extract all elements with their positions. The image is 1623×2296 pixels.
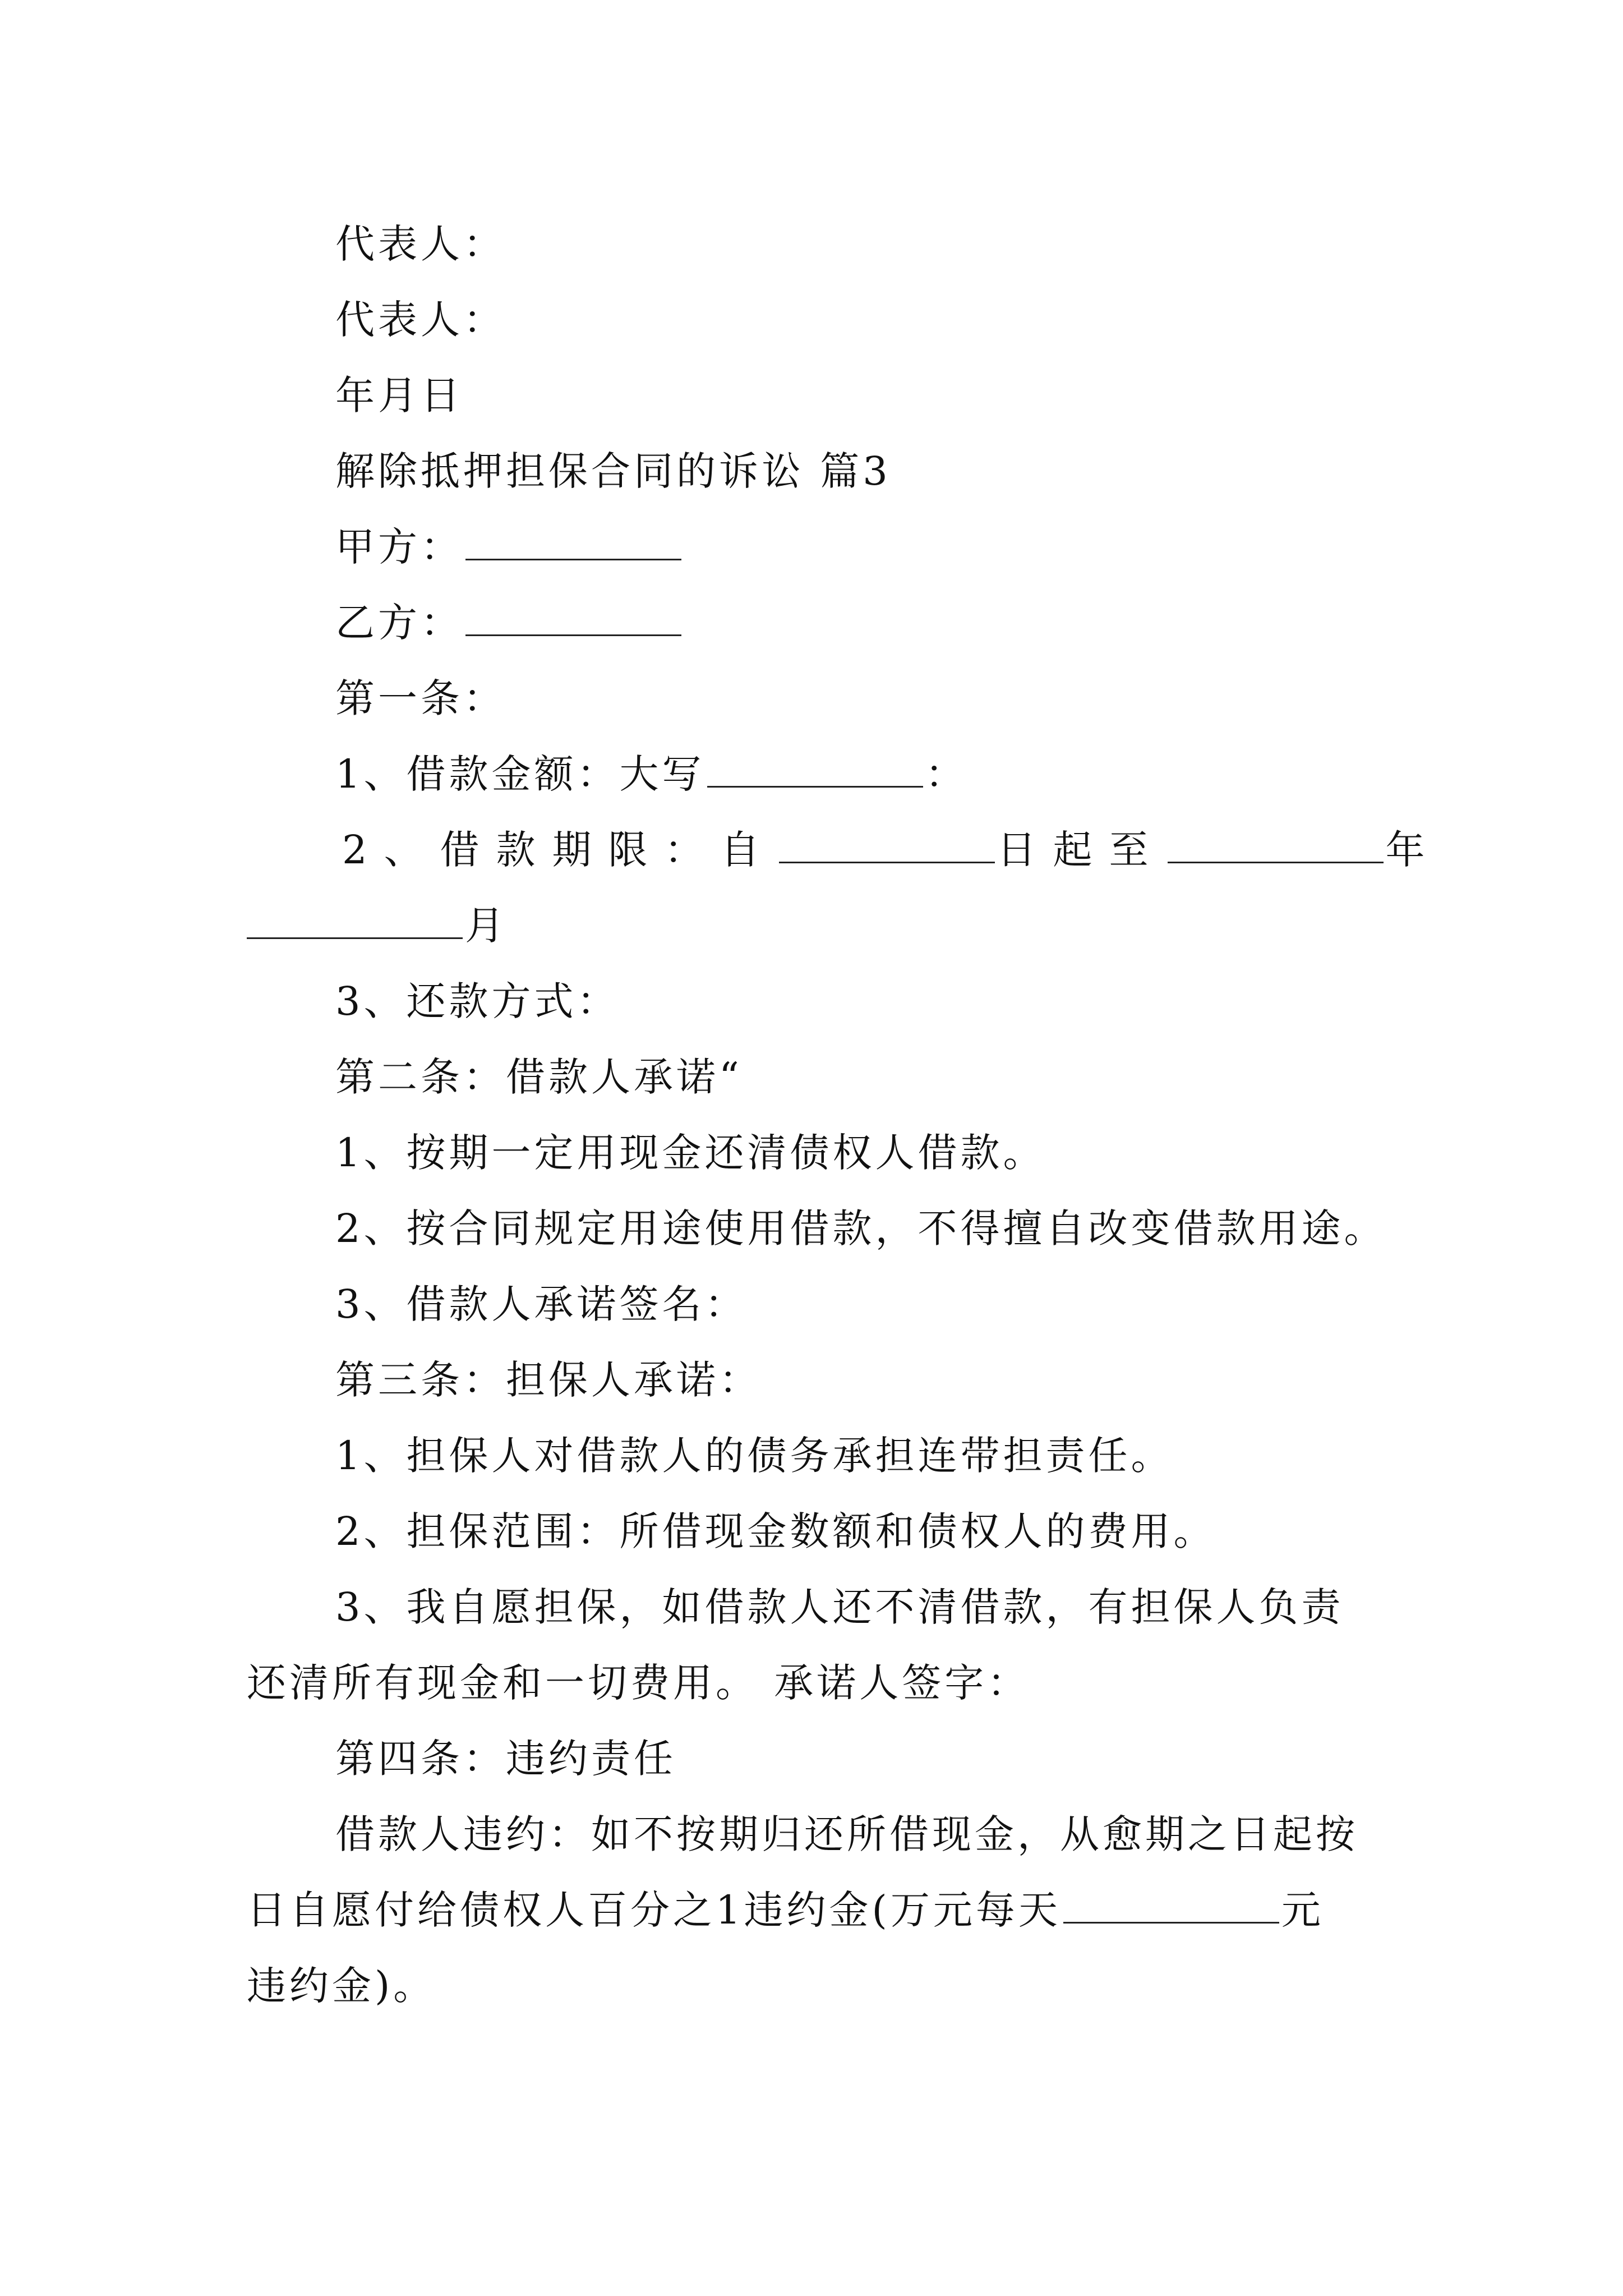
breach-penalty-unit: 元: [1281, 1887, 1324, 1933]
representative-line-2: 代表人：: [335, 297, 506, 343]
loan-amount-line: [335, 746, 968, 802]
party-a-label: 甲方：: [335, 524, 463, 570]
party-b-line: [335, 595, 684, 651]
loan-term-label: 2、借款期限：自: [342, 827, 777, 873]
date-line: 年月日: [335, 372, 463, 418]
loan-term-year: 年: [1385, 827, 1442, 873]
loan-amount-colon: ：: [925, 751, 968, 797]
party-a-line: [335, 519, 684, 575]
article-three-heading: 第三条：担保人承诺：: [335, 1357, 762, 1403]
breach-paragraph-line-3: 违约金)。: [247, 1963, 436, 2009]
commitment-item-1: 1、按期一定用现金还清债权人借款。: [335, 1130, 1046, 1176]
guarantor-item-1: 1、担保人对借款人的债务承担连带担责任。: [335, 1433, 1174, 1479]
guarantor-item-3-continuation: 还清所有现金和一切费用。 承诺人签字：: [247, 1660, 1030, 1706]
article-two-heading: 第二条：借款人承诺“: [335, 1054, 743, 1100]
breach-paragraph-line-2: [247, 1882, 1324, 1938]
article-one-heading: 第一条：: [335, 675, 506, 721]
guarantor-item-2: 2、担保范围：所借现金数额和债权人的费用。: [335, 1508, 1216, 1554]
loan-term-month-blank: [247, 898, 463, 939]
party-b-label: 乙方：: [335, 600, 463, 646]
breach-paragraph-line-1: 借款人违约：如不按期归还所借现金，从愈期之日起按: [335, 1811, 1358, 1857]
section-heading: 解除抵押担保合同的诉讼 篇3: [335, 448, 891, 494]
representative-line-1: 代表人：: [335, 221, 506, 267]
party-b-blank: [465, 595, 681, 636]
article-four-heading: 第四条：违约责任: [335, 1736, 676, 1782]
loan-term-continuation: [247, 898, 508, 954]
commitment-item-3: 3、借款人承诺签名：: [335, 1281, 748, 1327]
breach-penalty-text: 日自愿付给债权人百分之1违约金(万元每天: [247, 1887, 1061, 1933]
loan-amount-blank: [707, 747, 923, 788]
loan-term-month: 月: [465, 903, 508, 949]
loan-term-start-blank: [779, 822, 995, 863]
loan-amount-label: 1、借款金额：大写: [335, 751, 705, 797]
guarantor-item-3: 3、我自愿担保，如借款人还不清借款，有担保人负责: [335, 1584, 1344, 1630]
breach-penalty-blank: [1063, 1883, 1279, 1924]
loan-term-line: [342, 822, 1442, 878]
repayment-method-line: 3、还款方式：: [335, 978, 620, 1024]
commitment-item-2: 2、按合同规定用途使用借款，不得擅自改变借款用途。: [335, 1205, 1387, 1251]
loan-term-end-blank: [1168, 822, 1384, 863]
loan-term-middle: 日起至: [997, 827, 1165, 873]
party-a-blank: [465, 519, 681, 560]
